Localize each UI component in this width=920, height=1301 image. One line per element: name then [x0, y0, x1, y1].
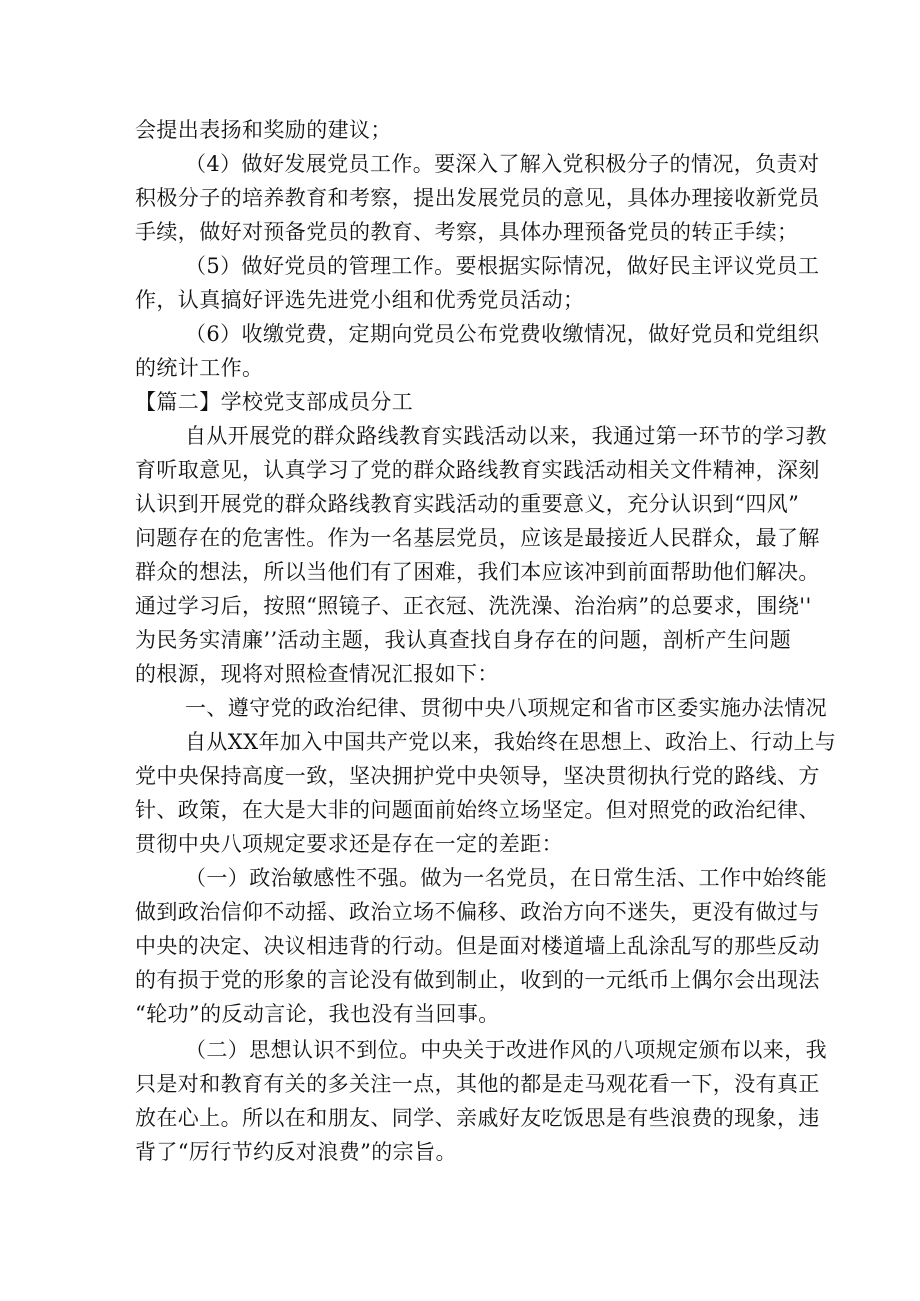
text-line: 作，认真搞好评选先进党小组和优秀党员活动；: [135, 288, 585, 312]
text-line: 的根源，现将对照检查情况汇报如下：: [135, 662, 499, 686]
text-line: 积极分子的培养教育和考察，提出发展党员的意见，具体办理接收新党员: [135, 186, 820, 210]
text-line: 手续，做好对预备党员的教育、考察，具体办理预备党员的转正手续；: [135, 220, 799, 244]
text-line: 为民务实清廉’’活动主题，我认真查找自身存在的问题，剖析产生问题: [135, 628, 792, 652]
text-line: （5）做好党员的管理工作。要根据实际情况，做好民主评议党员工: [185, 254, 820, 278]
text-line: 自从开展党的群众路线教育实践活动以来，我通过第一环节的学习教: [185, 424, 827, 448]
text-line: 党中央保持高度一致，坚决拥护党中央领导，坚决贯彻执行党的路线、方: [135, 764, 820, 788]
text-line: 只是对和教育有关的多关注一点，其他的都是走马观花看一下，没有真正: [135, 1072, 820, 1096]
text-line: （4）做好发展党员工作。要深入了解入党积极分子的情况，负责对: [185, 152, 820, 176]
text-line: 放在心上。所以在和朋友、同学、亲戚好友吃饭思是有些浪费的现象，违: [135, 1106, 820, 1130]
text-line: 问题存在的危害性。作为一名基层党员，应该是最接近人民群众，最了解: [135, 526, 820, 550]
text-line: 针、政策，在大是大非的问题面前始终立场坚定。但对照党的政治纪律、: [135, 798, 820, 822]
text-line: “轮功”的反动言论，我也没有当回事。: [135, 1002, 500, 1026]
text-line: （6）收缴党费，定期向党员公布党费收缴情况，做好党员和党组织: [185, 322, 820, 346]
text-line: 贯彻中央八项规定要求还是存在一定的差距：: [135, 832, 563, 856]
text-line: 背了“厉行节约反对浪费”的宗旨。: [135, 1140, 457, 1164]
text-line: 群众的想法，所以当他们有了困难，我们本应该冲到前面帮助他们解决。: [135, 560, 820, 584]
section-heading: 【篇二】学校党支部成员分工: [135, 390, 414, 414]
text-line: 会提出表扬和奖励的建议；: [135, 118, 392, 142]
text-line: 中央的决定、决议相违背的行动。但是面对楼道墙上乱涂乱写的那些反动: [135, 934, 820, 958]
subsection-heading: 一、遵守党的政治纪律、贯彻中央八项规定和省市区委实施办法情况: [185, 696, 827, 720]
text-line: 认识到开展党的群众路线教育实践活动的重要意义，充分认识到“四风”: [135, 492, 800, 516]
text-line: 的有损于党的形象的言论没有做到制止，收到的一元纸币上偶尔会出现法: [135, 968, 820, 992]
text-line: 通过学习后，按照“照镜子、正衣冠、洗洗澡、治治病”的总要求，围绕'': [135, 594, 812, 618]
text-line: 的统计工作。: [135, 356, 264, 380]
text-line: （一）政治敏感性不强。做为一名党员，在日常生活、工作中始终能: [185, 866, 827, 890]
text-line: （二）思想认识不到位。中央关于改进作风的八项规定颁布以来，我: [185, 1038, 827, 1062]
text-line: 做到政治信仰不动摇、政治立场不偏移、政治方向不迷失，更没有做过与: [135, 900, 820, 924]
text-line: 自从XX年加入中国共产党以来，我始终在思想上、政治上、行动上与: [185, 730, 837, 754]
text-line: 育听取意见，认真学习了党的群众路线教育实践活动相关文件精神，深刻: [135, 458, 820, 482]
